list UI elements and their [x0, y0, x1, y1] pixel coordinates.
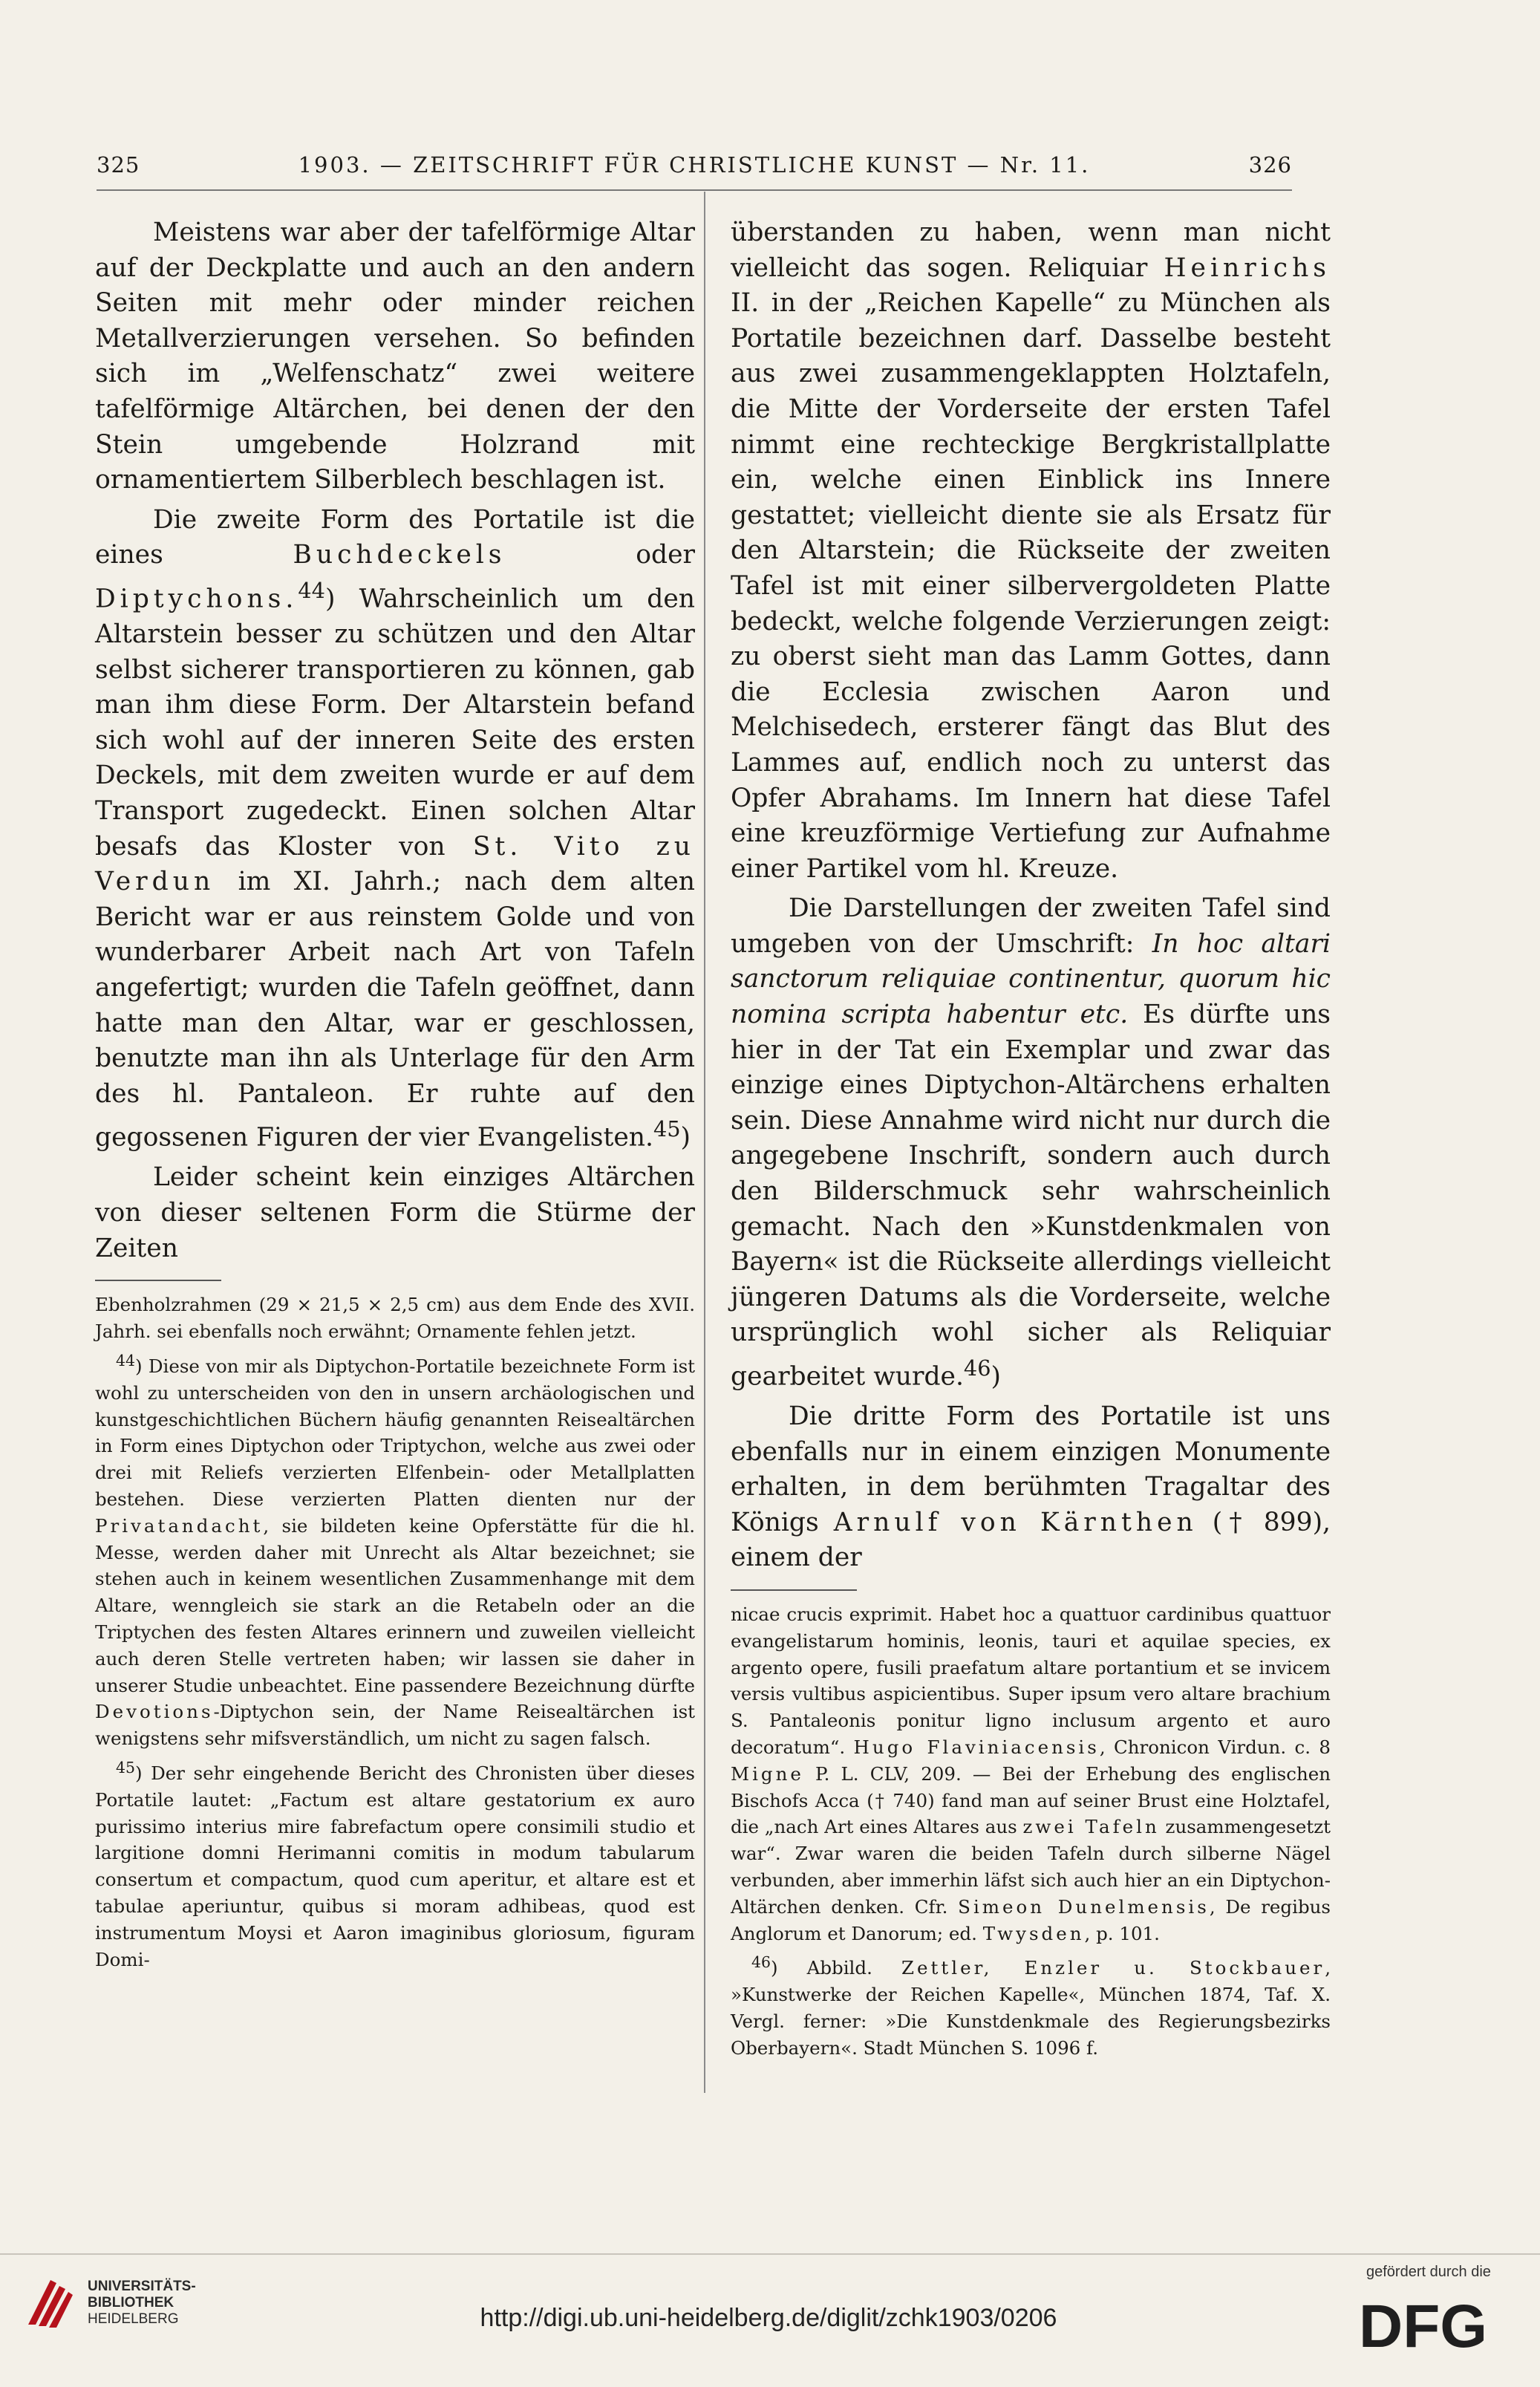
paragraph: Die zweite Form des Portatile ist die eines Buchdeckels oder Diptychons.$^{44}$) Wahrscheinlich um den Altarstein besser zu schützen und den Altar selbst sicherer transportieren zu können, gab man ihm diese Form. Der Altarstein befand sich wohl auf der inneren Seite des ersten Deckels, mit dem zweiten wurde er auf dem Transport zugedeckt. Einen solchen Altar besafs das Kloster von St. Vito zu Verdun im XI. Jahrh.; nach dem alten Bericht war er aus reinstem Golde und von wunderbarer Arbeit nach Art von Tafeln angefertigt; wurden die Tafeln geöffnet, dann hatte man den Altar, war er geschlossen, benutzte man ihn als Unterlage für den Arm des hl. Pantaleon. Er ruhte auf den gegossenen Figuren der vier Evangelisten.$^{45}$)	[95, 504, 696, 1153]
footnote-rule	[731, 1589, 857, 1591]
paragraph: Leider scheint kein einziges Altärchen von dieser seltenen Form die Stürme der Zeiten	[95, 1162, 695, 1263]
footer-rule	[0, 2253, 1540, 2255]
running-header	[97, 152, 1292, 178]
library-name: UNIVERSITÄTS- BIBLIOTHEK HEIDELBERG	[88, 2279, 196, 2327]
paragraph: überstanden zu haben, wenn man nicht vielleicht das sogen. Reliquiar Heinrichs II. in der „Reichen Kapelle“ zu München als Portatile bezeichnen darf. Dasselbe besteht aus zwei zusammengeklappten Holztafeln, die Mitte der Vorderseite der ersten Tafel nimmt eine rechteckige Bergkristallplatte ein, welche einen Einblick ins Innere gestattet; vielleicht diente sie als Ersatz für den Altarstein; die Rückseite der zweiten Tafel ist mit einer silbervergoldeten Platte bedeckt, welche folgende Verzierungen zeigt: zu oberst sieht man das Lamm Gottes, dann die Ecclesia zwischen Aaron und Melchisedech, ersterer fängt das Blut des Lammes auf, endlich noch zu unterst das Opfer Abrahams. Im Innern hat diese Tafel eine kreuzförmige Vertiefung zur Aufnahme einer Partikel vom hl. Kreuze.	[731, 218, 1331, 884]
library-logo-icon	[21, 2273, 77, 2334]
paragraph: Meistens war aber der tafelförmige Altar auf der Deckplatte und auch an den andern Seiten mit mehr oder minder reichen Metallverzierungen versehen. So befinden sich im „Welfenschatz“ zwei weitere tafelförmige Altärchen, bei denen der den Stein umgebende Holzrand mit ornamentiertem Silberblech beschlagen ist.	[95, 218, 695, 495]
journal-title: 1903. — ZEITSCHRIFT FÜR CHRISTLICHE KUNST — Nr. 11.	[298, 152, 1091, 178]
dfg-wordmark: DFG	[1359, 2295, 1488, 2354]
footnote-44: $^{44}$) Diese von mir als Diptychon-Portatile bezeichnete Form ist wohl zu unterscheiden von den in unsern archäologischen und kunstgeschichtlichen Büchern häufig genannten Reisealtärchen in Form eines Diptychon oder Triptychon, welche aus zwei oder drei mit Reliefs verzierten Elfenbein- oder Metallplatten bestehen. Diese verzierten Platten dienten nur der Privatandacht, sie bildeten keine Opferstätte für die hl. Messe, werden daher mit Unrecht als Altar bezeichnet; sie stehen auch in keinem wesentlichen Zusammenhange mit dem Altare, wenngleich sie stark an die Retabeln oder an die Triptychen des festen Altares erinnern und zuweilen vielleicht auch deren Stelle vertreten haben; wir lassen sie daher in unserer Studie unbeachtet. Eine passendere Bezeichnung dürfte Devotions-Diptychon sein, der Name Reisealtärchen ist wenigstens sehr mifsverständlich, um nicht zu sagen falsch.	[95, 1351, 695, 1750]
latin-inscription: In hoc altari sanctorum reliquiae continentur, quorum hic nomina scripta habentur etc.	[731, 928, 1331, 1030]
left-column	[95, 215, 695, 1973]
permalink-url[interactable]: http://digi.ub.uni-heidelberg.de/diglit/zchk1903/0206	[480, 2304, 1057, 2332]
page-number-left: 325	[97, 152, 140, 178]
footnote: Ebenholzrahmen (29 × 21,5 × 2,5 cm) aus dem Ende des XVII. Jahrh. sei ebenfalls noch erwähnt; Ornamente fehlen jetzt.	[95, 1294, 695, 1343]
right-column	[731, 215, 1331, 2062]
library-logo[interactable]	[21, 2273, 196, 2334]
column-divider	[704, 192, 705, 2093]
footnote-rule	[95, 1280, 221, 1281]
footnote-45: $^{45}$) Der sehr eingehende Bericht des Chronisten über dieses Portatile lautet: „Factum est altare gestatorium ex auro purissimo interius mire fabrefactum opere consimili studio et largitione domni Herimanni comitis in modum tabularum consertum et compactum, quod cum aperitur, et altare est et tabulae aperiuntur, quibus si moram adhibeas, quod est instrumentum Moysi et Aaron imaginibus gloriosum, figuram Domi-	[95, 1758, 695, 1970]
footnote-continued: nicae crucis exprimit. Habet hoc a quattuor cardinibus quattuor evangelistarum hominis, leonis, tauri et aquilae species, ex argento opere, fusili praefatum altare portantium et se invicem versis vultibus aspicientibus. Super ipsum vero altare brachium S. Pantaleonis ponitur ligno inclusum argento et auro decoratum“. Hugo Flaviniacensis, Chronicon Virdun. c. 8 Migne P. L. CLV, 209. — Bei der Erhebung des englischen Bischofs Acca († 740) fand man auf seiner Brust eine Holztafel, die „nach Art eines Altares aus zwei Tafeln zusammengesetzt war“. Zwar waren die beiden Tafeln durch silberne Nägel verbunden, aber immerhin läfst sich auch hier an ein Diptychon-Altärchen denken. Cfr. Simeon Dunelmensis, De regibus Anglorum et Danorum; ed. Twysden, p. 101.	[731, 1603, 1331, 1944]
page-number-right: 326	[1248, 152, 1292, 178]
footnote-46: $^{46}$) Abbild. Zettler, Enzler u. Stockbauer, »Kunstwerke der Reichen Kapelle«, München 1874, Taf. X. Vergl. ferner: »Die Kunstdenkmale des Regierungsbezirks Oberbayern«. Stadt München S. 1096 f.	[731, 1953, 1331, 2059]
funding-caption: gefördert durch die	[1366, 2264, 1491, 2280]
dfg-logo[interactable]	[1359, 2295, 1515, 2357]
footnote-ref: 46	[963, 1355, 991, 1381]
paragraph: Die dritte Form des Portatile ist uns ebenfalls nur in einem einzigen Monumente erhalten, in dem berühmten Tragaltar des Königs Arnulf von Kärnthen († 899), einem der	[731, 1401, 1331, 1573]
footnote-ref: 44	[298, 577, 325, 603]
header-rule	[97, 189, 1292, 191]
footnote-ref: 45	[653, 1116, 681, 1142]
paragraph: Die Darstellungen der zweiten Tafel sind umgeben von der Umschrift: In hoc altari sanctorum reliquiae continentur, quorum hic nomina scripta habentur etc. Es dürfte uns hier in der Tat ein Exemplar und zwar das einzige eines Diptychon-Altärchens erhalten sein. Diese Annahme wird nicht nur durch die angegebene Inschrift, sondern auch durch den Bilderschmuck sehr wahrscheinlich gemacht. Nach den »Kunstdenkmalen von Bayern« ist die Rückseite allerdings vielleicht jüngeren Datums als die Vorderseite, welche ursprünglich wohl sicher als Reliquiar gearbeitet wurde.$^{46}$)	[731, 893, 1331, 1392]
